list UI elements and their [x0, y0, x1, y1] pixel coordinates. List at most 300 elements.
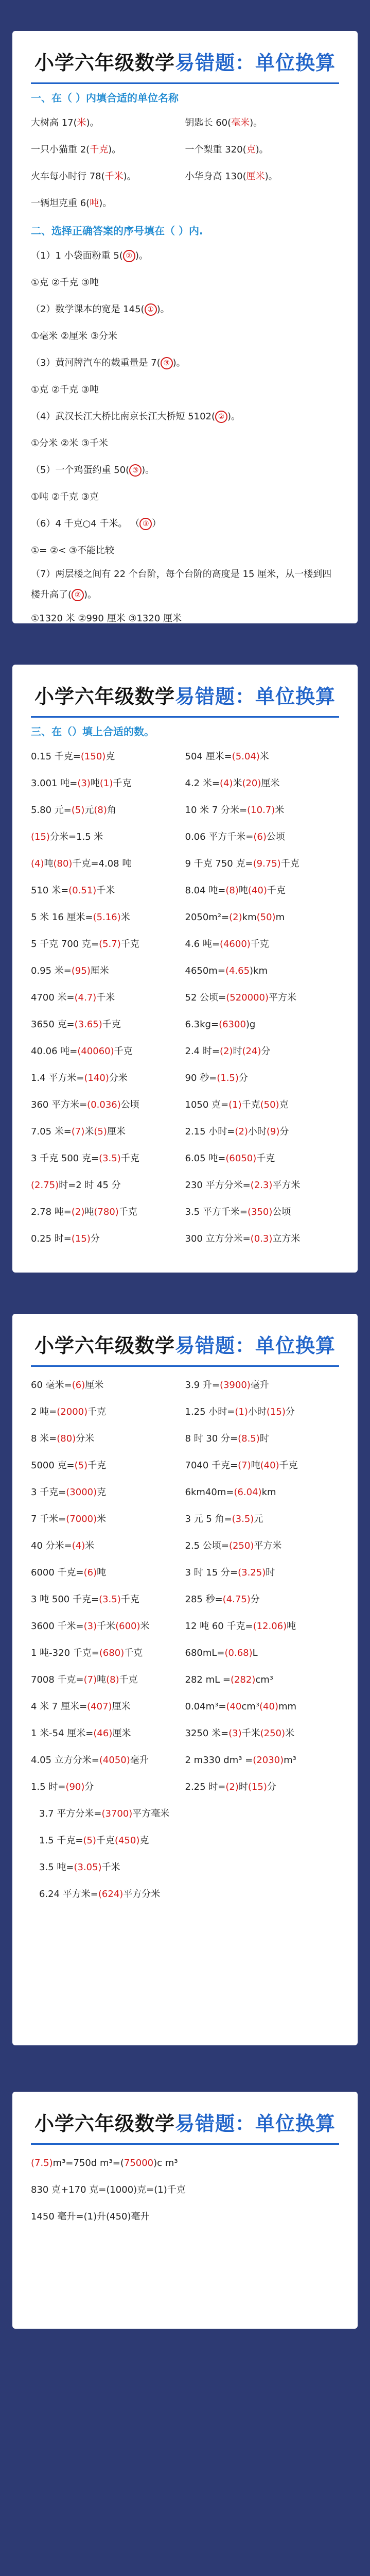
- answer: (6): [72, 1380, 85, 1391]
- text: 厘米: [85, 1380, 104, 1391]
- text: 2.78 吨=: [31, 1207, 72, 1217]
- text: 3600 千米=: [31, 1621, 84, 1632]
- answer: (15): [248, 1782, 267, 1792]
- conversion-grid: [12, 1372, 358, 1801]
- question-item: 一个梨重 320(克)。: [185, 144, 269, 155]
- conversion-item: [31, 985, 185, 1011]
- conversion-item: [185, 1506, 340, 1533]
- text: 千克: [120, 1594, 139, 1605]
- question-row: [31, 1774, 339, 1801]
- question-item: （1）1 小袋面粉重 5( ② )。: [31, 250, 148, 261]
- conversion-item: [31, 824, 185, 851]
- question-row: [31, 1586, 339, 1613]
- answer: (40): [260, 1460, 279, 1471]
- answer: (50): [256, 912, 276, 923]
- conversion-item: [31, 1199, 185, 1226]
- answer: (350): [247, 1207, 273, 1217]
- question-row: [31, 1613, 339, 1640]
- answer: (2): [225, 1782, 239, 1792]
- text: 3 时 15 分=: [185, 1567, 238, 1578]
- text: 230 平方分米=: [185, 1180, 251, 1191]
- answer: (780): [94, 1207, 119, 1217]
- text: 分米: [76, 1433, 95, 1444]
- text: 千米: [101, 1862, 120, 1873]
- conversion-list: [12, 1801, 358, 1908]
- answer: (0.51): [68, 885, 97, 896]
- answer: (2): [229, 912, 242, 923]
- answer: (3.5): [99, 1594, 121, 1605]
- text: )g: [245, 1019, 256, 1030]
- answer: (5): [94, 1126, 107, 1137]
- answer: (90): [65, 1782, 85, 1792]
- question-row: [31, 1667, 339, 1693]
- answer: 吨: [90, 198, 99, 209]
- answer: ③: [161, 357, 173, 369]
- conversion-item: [31, 1667, 185, 1693]
- question-row: [31, 770, 339, 797]
- question-item: 一辆坦克重 6(吨)。: [31, 198, 112, 209]
- text: 千克=4.08 吨: [72, 858, 132, 869]
- answer: (407): [87, 1701, 112, 1712]
- text: 吨: [44, 858, 54, 869]
- answer: (12.06): [253, 1621, 287, 1632]
- text: 小时: [248, 1126, 267, 1137]
- answer: 千米: [104, 171, 124, 182]
- text: 千克: [250, 939, 269, 950]
- text: 平方毫米: [132, 1808, 170, 1819]
- text: 米: [233, 778, 242, 789]
- answer: (250): [228, 1540, 254, 1551]
- question-row: [31, 1693, 339, 1720]
- text: 6.05 吨=: [185, 1153, 226, 1164]
- text: 吨: [238, 885, 248, 896]
- text: 2.15 小时=: [185, 1126, 235, 1137]
- question-row: [31, 1560, 339, 1586]
- text: 时: [233, 1046, 242, 1057]
- conversion-item: [31, 1747, 185, 1774]
- conversion-item: [31, 1118, 185, 1145]
- text: cm³: [241, 1701, 260, 1712]
- question-row: [31, 1065, 339, 1092]
- text: 吨: [287, 1621, 296, 1632]
- text: 分米=1.5 米: [49, 832, 103, 842]
- answer: (2): [219, 1046, 233, 1057]
- conversion-item: [185, 1747, 340, 1774]
- question-row: [31, 1640, 339, 1667]
- question-row: [31, 931, 339, 958]
- conversion-item: [185, 1092, 340, 1118]
- title-divider: [31, 2143, 339, 2145]
- text: 分: [250, 1594, 260, 1605]
- text: 千克: [241, 1099, 260, 1110]
- text: 克: [139, 1835, 149, 1846]
- question-row: [31, 824, 339, 851]
- question-row: [31, 1372, 339, 1399]
- text: 2.4 时=: [185, 1046, 220, 1057]
- answer: ②: [72, 589, 84, 601]
- text: 分: [267, 1782, 276, 1792]
- text: 3.5 平方千米=: [185, 1207, 248, 1217]
- answer: (8): [94, 805, 107, 816]
- text: 6000 千克=: [31, 1567, 84, 1578]
- question-item: 小华身高 130(厘米)。: [185, 171, 278, 182]
- text: 时: [259, 1433, 269, 1444]
- text: 米: [84, 1126, 94, 1137]
- text: 千克: [113, 778, 132, 789]
- question-row: [31, 797, 339, 824]
- answer: (4600): [219, 939, 251, 950]
- text: 1.4 平方米=: [31, 1073, 84, 1083]
- answer: (40: [226, 1701, 242, 1712]
- conversion-item: [185, 1586, 340, 1613]
- answer: (282): [230, 1674, 256, 1685]
- answer: (4.75): [222, 1594, 251, 1605]
- conversion-item: [31, 1372, 185, 1399]
- answer: (5.7): [99, 939, 121, 950]
- text: 7008 千克=: [31, 1674, 84, 1685]
- question-row: [31, 1452, 339, 1479]
- text: 3.9 升=: [185, 1380, 220, 1391]
- answer: (0.036): [87, 1099, 121, 1110]
- conversion-item: [31, 904, 185, 931]
- answer: (4): [72, 1540, 85, 1551]
- page-title: 小学六年级数学易错题：单位换算: [34, 685, 336, 708]
- conversion-item: [31, 1640, 185, 1667]
- answer: (4050): [99, 1755, 130, 1766]
- answer: (1.5): [217, 1073, 239, 1083]
- answer: (3700): [101, 1808, 133, 1819]
- text: 6.24 平方米=: [39, 1889, 98, 1900]
- answer: (5): [74, 1460, 88, 1471]
- conversion-grid: [12, 743, 358, 1252]
- text: 2 m330 dm³ =: [185, 1755, 253, 1766]
- text: 毫升: [130, 1755, 149, 1766]
- text: 60 毫米=: [31, 1380, 72, 1391]
- answer: (7000): [66, 1514, 97, 1524]
- text: 3.5 吨=: [39, 1862, 74, 1873]
- text: m³=750d m³=(: [52, 2158, 124, 2168]
- answer: (5): [71, 805, 85, 816]
- question-row: [31, 110, 339, 137]
- text: 平方米: [272, 1180, 301, 1191]
- text: m³: [284, 1755, 296, 1766]
- text: 830 克+170 克=(1000)克=(1)千克: [31, 2184, 186, 2195]
- text: 4700 米=: [31, 992, 75, 1003]
- conversion-item: [185, 1533, 340, 1560]
- text: 90 秒=: [185, 1073, 217, 1083]
- conversion-item: [31, 1065, 185, 1092]
- question-row: [31, 1172, 339, 1199]
- conversion-item: [185, 985, 340, 1011]
- answer: (3.5): [232, 1514, 254, 1524]
- question-row: [31, 1533, 339, 1560]
- options: ①克 ②千克 ③吨: [31, 384, 99, 395]
- text: 厘米: [112, 1701, 131, 1712]
- answer: (4.65: [225, 965, 250, 976]
- conversion-item: [39, 1881, 339, 1908]
- text: 克: [105, 751, 115, 762]
- conversion-item: [31, 1145, 185, 1172]
- text: 4650m=: [185, 965, 225, 976]
- conversion-item: [185, 770, 340, 797]
- conversion-item: [31, 770, 185, 797]
- conversion-item: [31, 2204, 339, 2230]
- text: 2.25 时=: [185, 1782, 226, 1792]
- answer: ①: [145, 303, 157, 316]
- answer: (6): [253, 832, 267, 842]
- text: 680mL=: [185, 1648, 225, 1658]
- text: 8 时 30 分=: [185, 1433, 238, 1444]
- text: )c m³: [153, 2158, 178, 2168]
- text: 7040 千克=: [185, 1460, 238, 1471]
- answer: (40): [248, 885, 267, 896]
- text: 米: [285, 1728, 295, 1739]
- text: 2 吨=: [31, 1406, 57, 1417]
- conversion-item: [31, 1613, 185, 1640]
- conversion-item: [185, 1199, 340, 1226]
- answer: (9.75): [253, 858, 281, 869]
- conversion-item: [185, 851, 340, 877]
- answer: (5.04): [232, 751, 260, 762]
- question-row: [31, 743, 339, 770]
- conversion-item: [185, 1640, 340, 1667]
- answer: (1): [228, 1099, 242, 1110]
- options: ①吨 ②千克 ③克: [31, 492, 99, 502]
- page-title: 小学六年级数学易错题：单位换算: [34, 52, 336, 74]
- conversion-item: [185, 1226, 340, 1252]
- text: mm: [278, 1701, 297, 1712]
- text: 厘米: [261, 778, 280, 789]
- text: 504 厘米=: [185, 751, 232, 762]
- question-item: （3）黄河牌汽车的载重量是 7( ③ )。: [31, 358, 186, 368]
- question-row: [31, 1399, 339, 1426]
- answer: (520000): [226, 992, 269, 1003]
- text: 0.25 时=: [31, 1233, 72, 1244]
- text: 千克: [120, 939, 139, 950]
- text: 克: [279, 1099, 289, 1110]
- text: 米: [275, 805, 285, 816]
- text: 9 千克 750 克=: [185, 858, 253, 869]
- conversion-item: [31, 1720, 185, 1747]
- answer: (6050): [225, 1153, 257, 1164]
- question-item: （4）武汉长江大桥比南京长江大桥短 5102( ② )。: [31, 411, 241, 422]
- question-item: （2）数学课本的宽是 145( ① )。: [31, 304, 170, 315]
- text: km: [242, 912, 257, 923]
- text: 平方米: [254, 1540, 282, 1551]
- question-row: [31, 1011, 339, 1038]
- question-row: [31, 958, 339, 985]
- answer: (24): [242, 1046, 261, 1057]
- text: 时: [266, 1567, 275, 1578]
- answer: (80): [53, 858, 73, 869]
- text: 10 米 7 分米=: [185, 805, 248, 816]
- text: 公顷: [120, 1099, 139, 1110]
- answer: (10.7): [247, 805, 275, 816]
- conversion-list: [12, 2150, 358, 2230]
- conversion-item: [31, 2150, 339, 2177]
- text: 285 秒=: [185, 1594, 223, 1605]
- conversion-item: [39, 1854, 339, 1881]
- conversion-item: [185, 824, 340, 851]
- question-row: [31, 985, 339, 1011]
- answer: (2): [235, 1126, 248, 1137]
- text: 千米: [97, 1621, 116, 1632]
- answer: (3.05): [74, 1862, 102, 1873]
- text: 千米: [241, 1728, 260, 1739]
- conversion-item: [31, 1399, 185, 1426]
- text: 吨: [84, 1207, 94, 1217]
- conversion-item: [185, 1613, 340, 1640]
- conversion-item: [31, 1092, 185, 1118]
- text: 公顷: [266, 832, 285, 842]
- question-row: [31, 904, 339, 931]
- answer: (2): [71, 1207, 85, 1217]
- text: 3650 克=: [31, 1019, 75, 1030]
- answer: ③: [129, 464, 142, 477]
- question-row: [31, 1145, 339, 1172]
- question-row: [31, 1426, 339, 1452]
- answer: (624): [98, 1889, 124, 1900]
- text: 1.5 时=: [31, 1782, 66, 1792]
- conversion-item: [31, 1774, 185, 1801]
- options: ①1320 米 ②990 厘米 ③1320 厘米: [31, 613, 182, 623]
- question-row: [31, 1506, 339, 1533]
- text: 时=2 时 45 分: [59, 1180, 121, 1191]
- conversion-item: [31, 797, 185, 824]
- question-item: 一只小猫重 2(千克)。: [31, 144, 121, 155]
- options: ①毫米 ②厘米 ③分米: [31, 331, 117, 342]
- text: 5 千克 700 克=: [31, 939, 99, 950]
- text: 7.05 米=: [31, 1126, 72, 1137]
- question-item: （7）两层楼之间有 22 个台阶，每个台阶的高度是 15 厘米，从一楼到四楼升高了( ② )。: [31, 569, 332, 600]
- text: 360 平方米=: [31, 1099, 87, 1110]
- question-row: [31, 137, 339, 163]
- text: 分米: [109, 1073, 128, 1083]
- text: 0.04m³=: [185, 1701, 226, 1712]
- answer: (680): [99, 1648, 125, 1658]
- text: 0.06 平方千米=: [185, 832, 254, 842]
- text: 40 分米=: [31, 1540, 72, 1551]
- answer: (15): [71, 1233, 91, 1244]
- worksheet-page-3: [12, 1314, 358, 2045]
- answer: (3): [228, 1728, 242, 1739]
- question-row: [31, 877, 339, 904]
- conversion-item: [185, 1560, 340, 1586]
- text: 吨: [97, 1567, 107, 1578]
- section-title: 一、在（ ）内填合适的单位名称: [31, 92, 179, 104]
- text: 4.6 吨=: [185, 939, 220, 950]
- text: 米: [85, 1540, 95, 1551]
- answer: (15): [266, 1406, 286, 1417]
- conversion-item: [31, 1533, 185, 1560]
- text: 千克: [118, 1207, 137, 1217]
- conversion-item: [185, 1038, 340, 1065]
- text: 1450 毫升=(1)升(450)毫升: [31, 2211, 150, 2222]
- question-item: （5）一个鸡蛋约重 50( ③ )。: [31, 465, 155, 476]
- answer: (5.16): [93, 912, 121, 923]
- text: 平方米: [268, 992, 296, 1003]
- conversion-item: [31, 958, 185, 985]
- text: 3.001 吨=: [31, 778, 78, 789]
- text: 千克: [87, 1460, 107, 1471]
- conversion-item: [31, 1506, 185, 1533]
- answer: ②: [123, 250, 135, 262]
- text: 千克: [120, 1153, 139, 1164]
- answer: (7): [83, 1674, 97, 1685]
- question-item: 大树高 17(米)。: [31, 117, 99, 128]
- text: 千克: [119, 1674, 138, 1685]
- answer: (15): [31, 832, 50, 842]
- conversion-item: [185, 1720, 340, 1747]
- question-row: [31, 1118, 339, 1145]
- conversion-item: [31, 1172, 185, 1199]
- answer: (2000): [57, 1406, 88, 1417]
- text: 千米: [96, 885, 115, 896]
- text: 分: [261, 1046, 271, 1057]
- options: ①克 ②千克 ③吨: [31, 277, 99, 288]
- answer: (6.04): [234, 1487, 262, 1498]
- answer: (4.7): [74, 992, 97, 1003]
- answer: (450): [114, 1835, 140, 1846]
- section-title: 三、在（）填上合适的数。: [31, 725, 154, 738]
- answer: (80): [57, 1433, 76, 1444]
- answer: (8.5): [238, 1433, 260, 1444]
- text: 4 米 7 厘米=: [31, 1701, 87, 1712]
- worksheet-page-4: [12, 2092, 358, 2329]
- text: 3 千克 500 克=: [31, 1153, 99, 1164]
- conversion-item: [31, 931, 185, 958]
- answer: (0.68): [224, 1648, 253, 1658]
- text: 1.25 小时=: [185, 1406, 235, 1417]
- answer: 千克: [90, 144, 109, 155]
- text: 公顷: [272, 1207, 291, 1217]
- question-row: [31, 1092, 339, 1118]
- text: 3 元 5 角=: [185, 1514, 232, 1524]
- text: 千克: [256, 1153, 275, 1164]
- answer: (20): [242, 778, 261, 789]
- text: 千克: [87, 1406, 107, 1417]
- conversion-item: [185, 904, 340, 931]
- text: 角: [107, 805, 116, 816]
- conversion-item: [39, 1801, 339, 1827]
- question-row: [31, 163, 339, 190]
- answer: (3000): [66, 1487, 97, 1498]
- answer: 克: [246, 144, 256, 155]
- answer: (8): [225, 885, 239, 896]
- page-title: 小学六年级数学易错题：单位换算: [34, 2112, 336, 2135]
- conversion-item: [31, 1038, 185, 1065]
- answer: (2030): [253, 1755, 284, 1766]
- section-title: 二、选择正确答案的序号填在（ ）内.: [31, 225, 203, 237]
- text: 吨: [251, 1460, 260, 1471]
- text: 克: [97, 1487, 107, 1498]
- conversion-item: [185, 1399, 340, 1426]
- text: 4.2 米=: [185, 778, 220, 789]
- conversion-item: [31, 851, 185, 877]
- text: 8 米=: [31, 1433, 57, 1444]
- conversion-item: [185, 743, 340, 770]
- conversion-item: [185, 797, 340, 824]
- text: 平方分米: [123, 1889, 161, 1900]
- answer: (0.3): [250, 1233, 273, 1244]
- answer: (4): [219, 778, 233, 789]
- answer: (3.25): [238, 1567, 266, 1578]
- answer: (7): [71, 1126, 85, 1137]
- conversion-item: [185, 1452, 340, 1479]
- question-row: [31, 1199, 339, 1226]
- answer: (140): [84, 1073, 109, 1083]
- worksheet-page-1: [12, 31, 358, 623]
